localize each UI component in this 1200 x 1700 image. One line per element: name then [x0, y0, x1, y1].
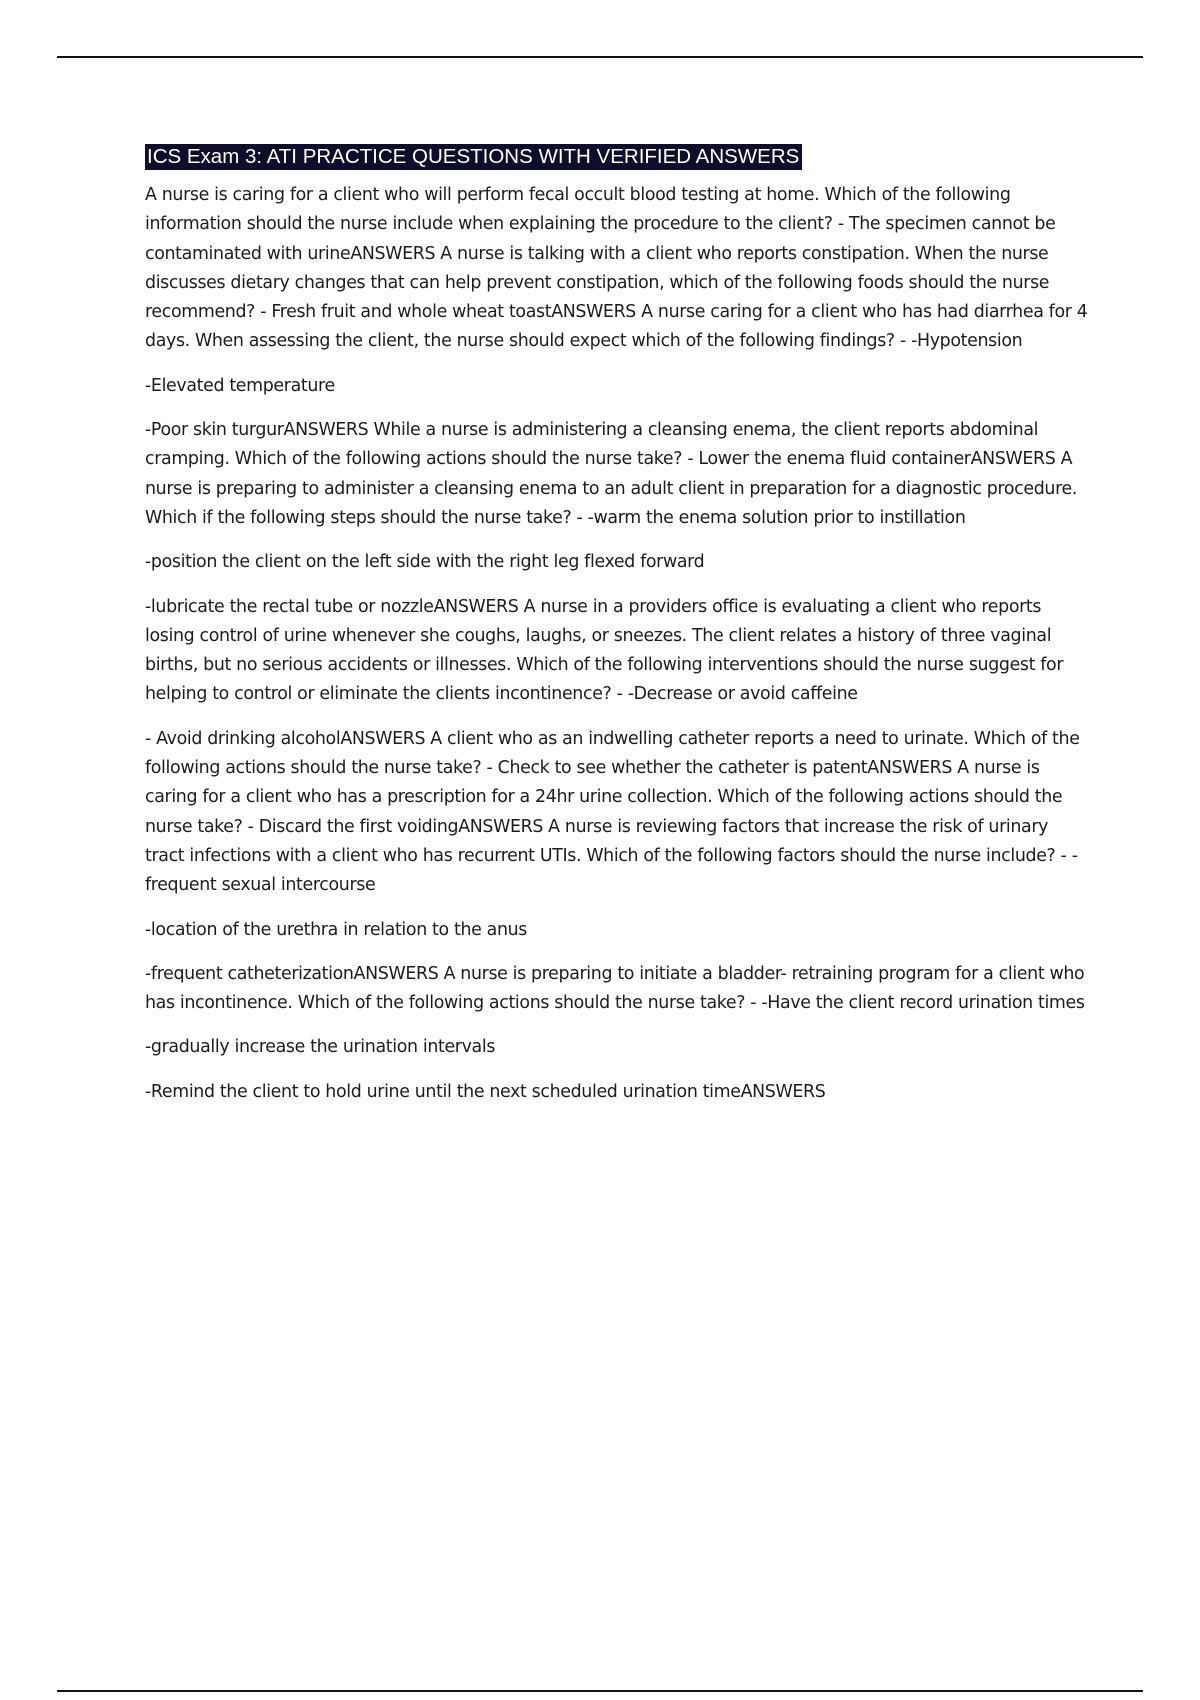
- paragraph: -Remind the client to hold urine until the next scheduled urination timeANSWERS: [145, 1081, 826, 1102]
- paragraph: -lubricate the rectal tube or nozzleANSWERS A nurse in a providers office is evaluating a client who reports losing control of urine whenever she coughs, laughs, or sneezes. The client relates a history of three vaginal births, but no serious accidents or illnesses. Which of the following interventions should the nurse suggest for helping to control or eliminate the clients incontinence? - -Decrease or avoid caffeine: [145, 596, 1064, 705]
- header-rule: [57, 56, 1143, 58]
- paragraph: -gradually increase the urination intervals: [145, 1037, 496, 1058]
- paragraph: -Elevated temperature: [145, 375, 335, 396]
- paragraph: -location of the urethra in relation to the anus: [145, 919, 528, 940]
- paragraph: -Poor skin turgurANSWERS While a nurse is administering a cleansing enema, the client reports abdominal cramping. Which of the following actions should the nurse take? - Lower the enema fluid containerANSWERS A nurse is preparing to administer a cleansing enema to an adult client in preparation for a diagnostic procedure. Which if the following steps should the nurse take? - -warm the enema solution prior to instillation: [145, 420, 1078, 528]
- paragraph: - Avoid drinking alcoholANSWERS A client who as an indwelling catheter reports a need to urinate. Which of the following actions should the nurse take? - Check to see whether the catheter is patentANSWERS A nurse is caring for a client who has a prescription for a 24hr urine collection. Which of the following actions should the nurse take? - Discard the first voidingANSWERS A nurse is reviewing factors that increase the risk of urinary tract infections with a client who has recurrent UTIs. Which of the following factors should the nurse include? - -frequent sexual intercourse: [145, 728, 1080, 896]
- paragraph: -position the client on the left side with the right leg flexed forward: [145, 552, 705, 573]
- paragraph: -frequent catheterizationANSWERS A nurse is preparing to initiate a bladder- retraining program for a client who has incontinence. Which of the following actions should the nurse take? - -Have the client record urination times: [145, 963, 1085, 1014]
- paragraph: A nurse is caring for a client who will perform fecal occult blood testing at home. Which of the following information should the nurse include when explaining the procedure to the client? - The specimen cannot be contaminated with urineANSWERS A nurse is talking with a client who reports constipation. When the nurse discusses dietary changes that can help prevent constipation, which of the following foods should the nurse recommend? - Fresh fruit and whole wheat toastANSWERS A nurse caring for a client who has had diarrhea for 4 days. When assessing the client, the nurse should expect which of the following findings? - -Hypotension: [145, 185, 1088, 352]
- document-title: ICS Exam 3: ATI PRACTICE QUESTIONS WITH VERIFIED ANSWERS: [145, 144, 802, 170]
- document-body: [145, 144, 1090, 1122]
- footer-rule: [57, 1690, 1143, 1692]
